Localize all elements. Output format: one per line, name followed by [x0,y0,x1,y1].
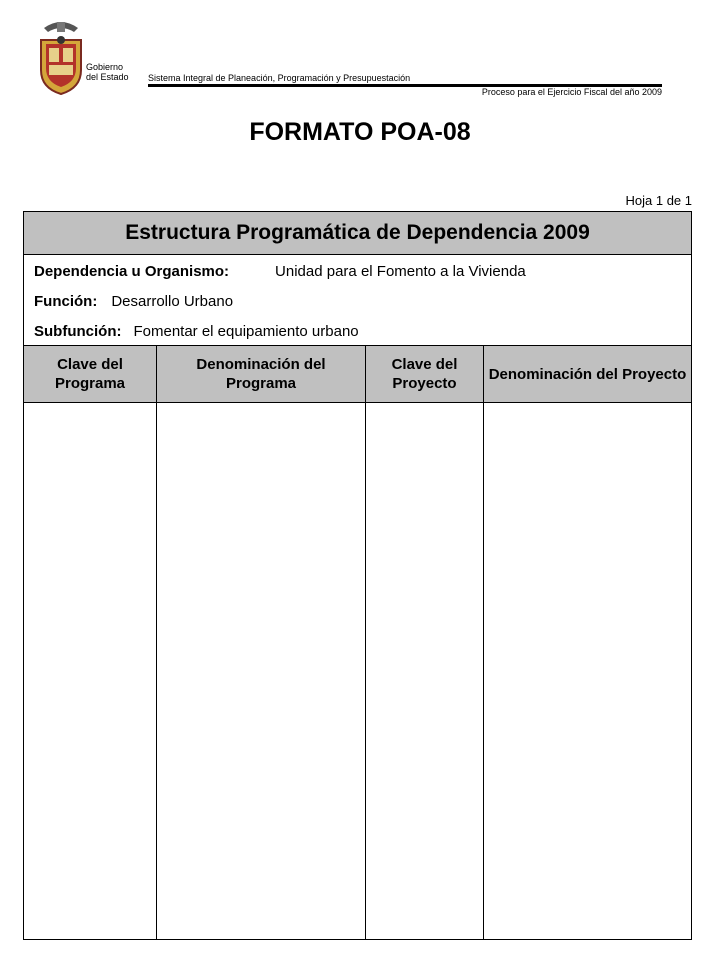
fiscal-process-label: Proceso para el Ejercicio Fiscal del año 2009 [481,87,662,97]
field-funcion-value: Desarrollo Urbano [111,293,234,310]
program-table [24,345,691,939]
form-banner: Estructura Programática de Dependencia 2009 [24,212,691,255]
column-header-clave-proyecto: Clave del Proyecto [366,345,483,403]
field-subfuncion [34,323,359,340]
government-label-line1: Gobierno [86,62,124,72]
field-dependencia [34,263,526,280]
page-indicator: Hoja 1 de 1 [625,193,692,208]
state-coat-of-arms-logo [36,18,86,96]
column-header-denominacion-programa: Denominación del Programa [157,345,365,403]
field-funcion [34,293,233,310]
field-dependencia-value: Unidad para el Fomento a la Vivienda [275,263,526,280]
column-header-clave-programa: Clave del Programa [24,345,156,403]
column-header-denominacion-proyecto: Denominación del Proyecto [484,345,691,403]
column-denominacion-proyecto [483,345,691,939]
field-dependencia-label: Dependencia u Organismo: [34,263,230,280]
government-label-line2: del Estado [86,72,129,82]
column-denominacion-programa [156,345,365,939]
programmatic-structure-form [23,211,692,940]
column-clave-programa [24,345,156,939]
field-funcion-label: Función: [34,293,98,310]
document-title: FORMATO POA-08 [249,118,471,146]
column-clave-proyecto [365,345,483,939]
field-subfuncion-value: Fomentar el equipamiento urbano [133,323,359,340]
field-subfuncion-label: Subfunción: [34,323,122,340]
government-label [86,62,129,82]
system-name: Sistema Integral de Planeación, Programación y Presupuestación [148,73,411,83]
